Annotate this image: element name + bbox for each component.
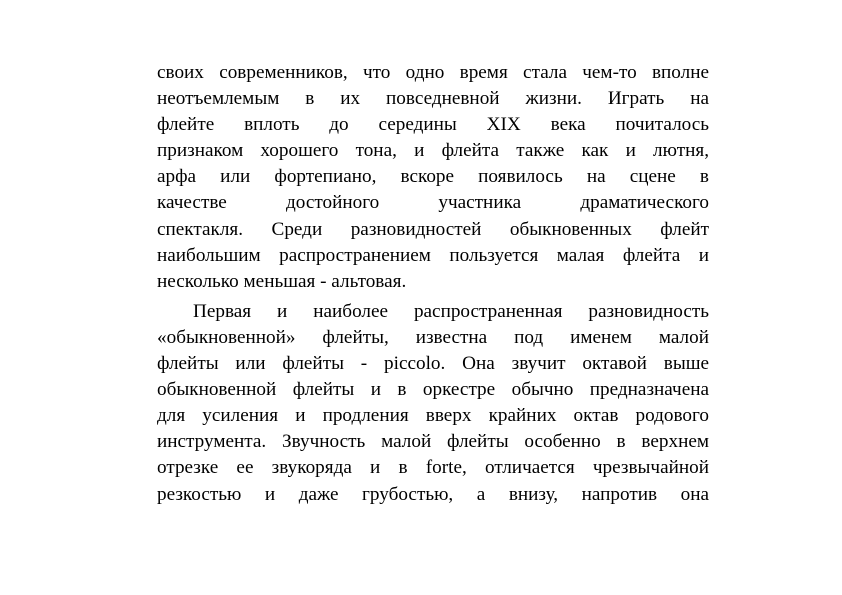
- text-line: неотъемлемым в их повседневной жизни. Играть на: [157, 88, 709, 110]
- text-line: флейте вплоть до середины XIX века почиталось: [157, 114, 709, 136]
- text-line: обыкновенной флейты и в оркестре обычно предназначена: [157, 379, 709, 401]
- text-line: своих современников, что одно время стала чем-то вполне: [157, 62, 709, 83]
- paragraph-2: [157, 299, 709, 508]
- text-line: признаком хорошего тона, и флейта также как и лютня,: [157, 140, 709, 162]
- text-line: спектакля. Среди разновидностей обыкновенных флейт: [157, 218, 709, 240]
- text-line: отрезке ее звукоряда и в forte, отличается чрезвычайной: [157, 457, 709, 479]
- text-line: для усиления и продления вверх крайних октав родового: [157, 405, 709, 427]
- text-line: арфа или фортепиано, вскоре появилось на сцене в: [157, 166, 709, 188]
- text-line: инструмента. Звучность малой флейты особенно в верхнем: [157, 431, 709, 453]
- text-line: несколько меньшая - альтовая.: [157, 270, 407, 292]
- text-line: «обыкновенной» флейты, известна под именем малой: [157, 326, 709, 348]
- text-line: резкостью и даже грубостью, а внизу, напротив она: [157, 483, 709, 505]
- text-line: качестве достойного участника драматического: [157, 192, 709, 214]
- body-text: [157, 60, 709, 508]
- paragraph-1: [157, 60, 709, 295]
- text-line: флейты или флейты - piccolo. Она звучит октавой выше: [157, 353, 709, 375]
- text-line: наибольшим распространением пользуется малая флейта и: [157, 244, 709, 266]
- text-line: Первая и наиболее распространенная разновидность: [193, 300, 709, 322]
